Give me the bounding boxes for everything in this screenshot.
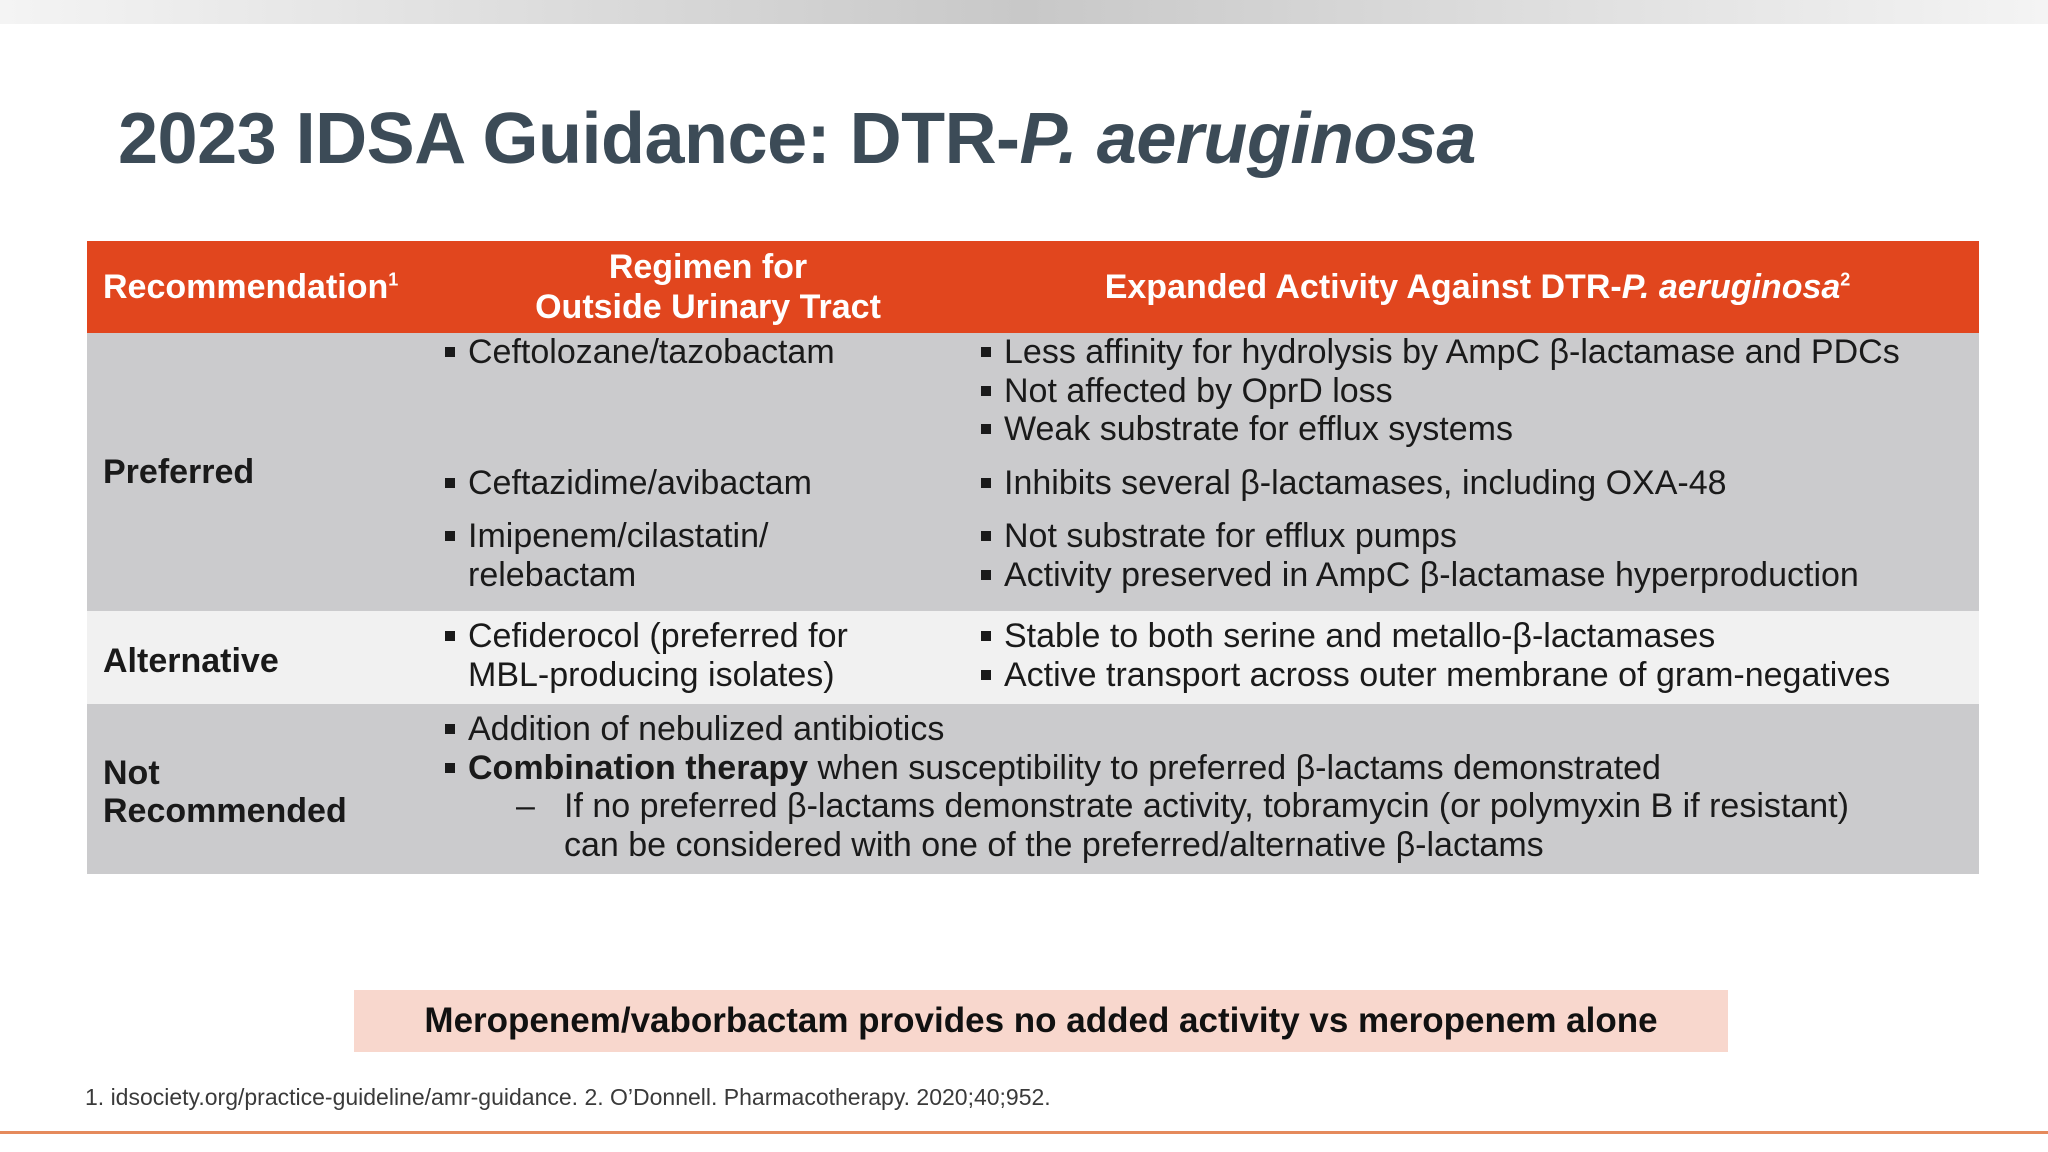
regimen-item: Cefiderocol (preferred for MBL-producing isolates) [440, 617, 976, 694]
row-label-not-recommended: Not Recommended [103, 754, 347, 830]
header-regimen-line2: Outside Urinary Tract [535, 288, 881, 326]
header-activity-sup: 2 [1840, 269, 1851, 290]
guidance-table [87, 241, 1979, 874]
preferred-regimen-group-1 [440, 333, 976, 372]
preferred-regimen-group-3 [440, 517, 976, 594]
activity-item: Less affinity for hydrolysis by AmpC β-lactamase and PDCs [976, 333, 1979, 372]
table-row-not-recommended [87, 704, 1979, 874]
regimen-item: Imipenem/cilastatin/ relebactam [440, 517, 976, 594]
title-main: 2023 IDSA Guidance: DTR- [118, 99, 1020, 179]
alternative-regimen [440, 617, 976, 704]
header-regimen-line1: Regimen for [608, 248, 808, 286]
regimen-item: Ceftazidime/avibactam [440, 464, 976, 503]
not-recommended-item: Addition of nebulized antibiotics [440, 710, 1979, 749]
not-recommended-items [440, 710, 1979, 874]
preferred-regimens [440, 333, 976, 611]
row-label-preferred: Preferred [103, 453, 255, 491]
top-gradient-bar [0, 0, 2048, 24]
preferred-activity-group-1 [976, 333, 1979, 449]
preferred-activity-group-2 [976, 464, 1979, 503]
header-activity: Expanded Activity Against DTR-P. aeruginosa$^2$ [1104, 268, 1851, 306]
preferred-regimen-group-2 [440, 464, 976, 503]
header-recommendation-sup: 1 [388, 269, 399, 290]
activity-item: Weak substrate for efflux systems [976, 410, 1979, 449]
alternative-activities [976, 617, 1979, 704]
bottom-accent-line [0, 1131, 2048, 1134]
preferred-activities [976, 333, 1979, 611]
slide-title [118, 98, 1476, 180]
activity-item: Not affected by OprD loss [976, 372, 1979, 411]
activity-item: Not substrate for efflux pumps [976, 517, 1979, 556]
activity-item: Activity preserved in AmpC β-lactamase hyperproduction [976, 556, 1979, 595]
preferred-activity-group-3 [976, 517, 1979, 594]
table-row-alternative [87, 611, 1979, 704]
footnote: 1. idsociety.org/practice-guideline/amr-guidance. 2. O’Donnell. Pharmacotherapy. 2020;40;952. [85, 1084, 1051, 1110]
not-recommended-subitem: – If no preferred β-lactams demonstrate activity, tobramycin (or polymyxin B if resistant) can be considered with one of the preferred/alternative β-lactams [516, 787, 1849, 864]
activity-item: Active transport across outer membrane of gram-negatives [976, 656, 1979, 695]
header-regimen [440, 247, 976, 327]
title-organism: P. aeruginosa [1019, 99, 1476, 179]
callout-box: Meropenem/vaborbactam provides no added activity vs meropenem alone [354, 990, 1728, 1052]
row-label-alternative: Alternative [103, 641, 279, 680]
activity-item: Inhibits several β-lactamases, including OXA-48 [976, 464, 1979, 503]
header-activity-organism: P. aeruginosa [1621, 268, 1841, 306]
regimen-item: Ceftolozane/tazobactam [440, 333, 976, 372]
header-recommendation: Recommendation$^1$ [103, 268, 399, 306]
dash-marker: – [516, 787, 535, 825]
table-row-preferred [87, 333, 1979, 611]
activity-item: Stable to both serine and metallo-β-lactamases [976, 617, 1979, 656]
table-header-row [87, 241, 1979, 333]
not-recommended-item: Combination therapy when susceptibility to preferred β-lactams demonstrated [440, 749, 1979, 788]
